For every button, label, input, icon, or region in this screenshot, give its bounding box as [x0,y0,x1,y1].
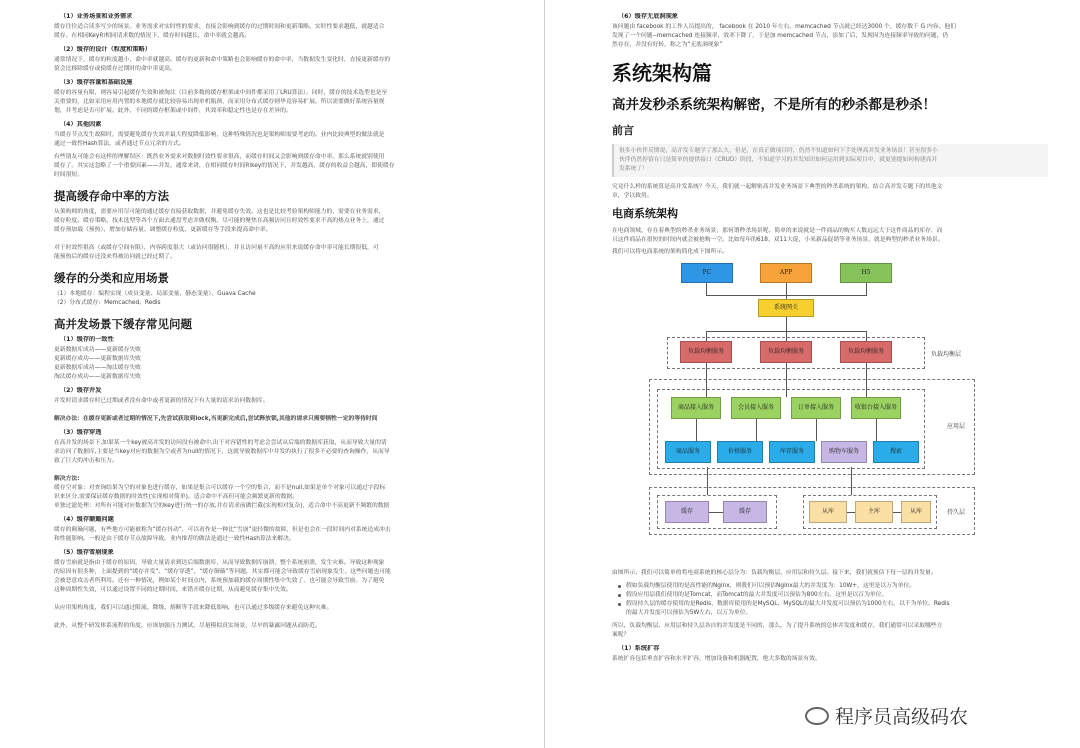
system-gateway: 系统网关 [758,299,814,317]
heading: 提高缓存命中率的方法 [54,189,169,203]
client-h5: H5 [840,263,892,283]
text-line: 通过一致性Hash算法，或者通过节点冗余的方式。 [54,141,185,147]
text-line: 求访问了数据库,主要是当key对应的数据为空或者为null的情况下，这就导致数据库中并发的执行了很多不必要的查询操作，从而导 [54,449,390,455]
text-line: 在高并发的场景下,如果某一个key被高并发的访问没有被命中,出于对容错性的考虑会尝试从后端的数据库获取，从而导致大量的请 [54,440,387,446]
core-service: 商品服务 [665,441,711,463]
paragraph [54,439,536,511]
text-line: 当缓存节点发生故障时，需要避免缓存失效并最大程度降低影响，这种特殊情况也是架构师需要考虑的。业内比较典型的做法就是 [54,132,385,138]
text-line: 会被恶意攻击者所利用。还有一种情况，例如某个时间点内，系统预加载的缓存周期性集中失效了，也可能会导致雪崩。为了避免 [54,578,385,584]
connector [866,283,867,295]
text-line: 这种周期性失效，可以通过设置不同的过期时间，来错开缓存过期，从而避免缓存集中失效。 [54,587,292,593]
text-line: 时间很短。 [54,172,83,178]
db-master: 主库 [855,501,893,523]
paragraph [612,655,1048,664]
paragraph [54,131,536,149]
text-line: 能预热后的缓存还没来得被访问就已经过期了。 [54,254,176,260]
text-line: 从应用架构角度，我们可以通过限流、降级、熔断等手段来降低影响，也可以通过多级缓存来避免这种灾难。 [54,605,333,611]
paragraph [612,569,1048,578]
text-line: 缓存往往适合读多写少的场景。业务需求对实时性的要求，直接会影响到缓存的过期时间和更新策略。实时性要求越低，就越适合 [54,24,385,30]
heading: 电商系统架构 [612,207,678,220]
chapter-title: 系统架构篇 [612,61,712,85]
text-line: 缓存空对象：对查询结果为空的对象也进行缓存，如果是集合可以缓存一个空的集合，而不是null,如果是单个对象可以通过字段标 [54,485,386,491]
text-line: （2）分布式缓存：Memcached、Redis [54,300,161,306]
text-line: 发系统了！ [619,166,648,172]
lb-service: 负载均衡服务 [840,341,892,363]
section-title: （1）缓存的一致性 [60,336,114,343]
text-line: 更新数据库成功——更新缓存失败 [54,347,141,353]
bullet-list [612,582,1048,618]
client-pc: PC [681,263,733,283]
access-service: 商品接入服务 [671,397,721,419]
left-page [40,0,540,748]
text-line: 该问题由 facebook 的工作人员提出的， facebook 在 2010 年左右，memcached 节点就已经达3000 个，缓存数千 G 内容。他们 [612,24,956,30]
section-title: （3）缓存容量和基础设施 [60,79,133,86]
list-item: 假设持久层的缓存使用的是Redis，数据库使用的是MySQL，MySQL的最大并发度可以预估为1000左右，以千为单位。Redis [612,600,1048,609]
text-line: 并发时请求缓存时已过期或者没有命中或者更新的情况下有大量的请求访问数据库。 [54,398,269,404]
text-line: 究竟什么样的系统算是高并发系统？今天，我们就一起解密高并发业务场景下典型的秒杀系统的架构，结合高并发专题下的其他文 [612,184,943,190]
text-line: 缓存粒度、缓存策略、技术选型等各个方面去通盘考虑并做权衡。尽可能的聚焦在高频访问且时效性要求不高的热点业务上，通过 [54,218,385,224]
access-service: 会员接入服务 [731,397,781,419]
core-service: 购物车服务 [821,441,867,463]
text-line: 且这件商品在很短的时间内就会被抢购一空。比如每年的618、双11大促，小米新品促销等业务场景，就是典型的秒杀业务场景。 [612,237,944,243]
architecture-diagram [647,261,987,561]
text-line: 解决办法：在缓存更新或者过期的情况下,先尝试获取到lock,当更新完成后,尝试释放锁,其他的请求只需要牺牲一定的等待时间 [54,416,378,422]
text-line: （1）本地缓存：编程实现（成员变量、局部变量、静态变量）、Guava Cache [54,291,256,297]
access-service: 收银台接入服务 [851,397,901,419]
text-line [54,406,536,415]
db-link [847,512,855,513]
right-page [552,0,1052,748]
text-line [54,235,536,244]
paragraph [54,526,536,544]
client-app: APP [760,263,812,283]
section-title: （2）缓存的设计（粒度和策略） [60,46,151,53]
db-slave: 从库 [809,501,847,523]
section-title: （1）系统扩容 [618,645,660,652]
paragraph [54,89,536,116]
paragraph [54,290,536,308]
core-service: 库存服务 [769,441,815,463]
text-line: 伙伴仍然停留在只是简单的提供接口（CRUD）阶段，不知道学习的并发知识如何运用到实际项目中，就更别提如何构建高并 [619,157,938,163]
paragraph [612,23,1048,50]
text-line: 缓存。在相同Key和相同请求数的情况下，缓存时间越长，命中率就会越高。 [54,33,251,39]
text-line: 缓存的颠簸问题，有些地方可能被称为“缓存抖动”，可以看作是一种比“雪崩”更轻微的故障，但是也会在一段时间内对系统造成冲击 [54,527,391,533]
list-item: 假设应用层我们使用的是Tomcat，而Tomcat的最大并发度可以预估为800左右，这里是以百为单位。 [612,591,1048,600]
persist-layer-label: 持久层 [947,509,966,516]
section-title: （6）缓存无底洞现象 [618,13,678,20]
wechat-icon [805,707,829,725]
watermark-text: 程序员高级码农 [835,706,969,728]
db-slave: 从库 [901,501,931,523]
lb-service: 负载均衡服务 [680,341,732,363]
text-line: 系统扩容包括垂直扩容和水平扩容，增加设备和机器配置，绝大多数的场景有效。 [612,656,821,662]
paragraph [612,227,1048,257]
text-line: 值会比移除缓存或使缓存过期时的命中率更高。 [54,66,176,72]
access-service: 订单接入服务 [791,397,841,419]
section-title: （2）缓存并发 [60,387,102,394]
text-line: 缓存的容量有限，则容易引起缓存失效和被淘汰（目前多数的缓存框架或中间件都采用了LRU算法）。同时，缓存的技术选型也是至 [54,90,388,96]
text-line: 发现了一个问题--memcached 连接频率，效率下降了，于是加 memcached 节点，添加了后，发现因为连接频率导致的问题，仍 [612,33,949,39]
cache-node: 缓存 [723,501,767,523]
text-line: 缓存雪崩就是指由于缓存的原因，导致大量请求到达后端数据库，从而导致数据库崩溃，整个系统崩溃，发生灾难。导致这种现象 [54,560,385,566]
paragraph [612,622,1048,640]
paragraph [54,153,536,180]
text-line: 有些朋友可能会有这样的理解误区：既然业务需求对数据时效性要求很高，而缓存时间又会影响到缓存命中率，那么系统就别使用 [54,154,385,160]
cache-node: 缓存 [665,501,709,523]
db-link [893,512,901,513]
page-divider [544,0,545,748]
connector [786,317,787,331]
text-line: 解决方法: [54,476,80,482]
paragraph [54,397,536,424]
lb-service: 负载均衡服务 [760,341,812,363]
text-line: 此外，从整个研发体系流程的角度，应该加强压力测试，尽量模拟真实场景，尽早的暴露问题从而防范。 [54,623,321,629]
core-service: 搜索 [873,441,919,463]
section-title: （5）缓存雪崩现象 [60,549,114,556]
text-line [54,595,536,604]
text-line: 案呢？ [612,632,630,638]
list-item-continuation: 的最大并发度可以预估为5W左右，以万为单位。 [626,610,752,616]
section-title: （3）缓存穿透 [60,429,102,436]
section-title: （1）业务场景和业务需求 [60,13,133,20]
paragraph [54,559,536,631]
app-layer-label: 应用层 [947,423,966,430]
text-line [54,466,536,475]
connector [786,283,787,295]
text-line: 缓存了。其实这忽略了一个重要因素——并发。通常来讲，在相同缓存时间和key的情况下，并发越高，缓存的收益会越高，即使缓存 [54,163,395,169]
text-line: 然存在，并没有好转，称之为“无底洞现象” [612,42,723,48]
section-title: （4）缓存颠簸问题 [60,516,114,523]
text-line: 我们可以将电商系统的架构简化成下图所示。 [612,249,728,255]
watermark [805,702,968,729]
paragraph [54,346,536,382]
text-line: 章，学以致用。 [612,193,653,199]
paragraph [54,23,536,41]
lb-layer-label: 负载均衡层 [931,351,962,358]
cache-link [709,512,723,513]
paragraph [54,56,536,74]
text-line: 和性能影响。一般是由于缓存节点故障导致。业内推荐的做法是通过一致性Hash算法来解决。 [54,536,295,542]
text-line: 致了巨大的冲击和压力。 [54,458,118,464]
text-line: 划，并考虑是否可扩展。此外，不同的缓存框架或中间件，其效率和稳定性也是存在差异的。 [54,108,292,114]
connector [706,283,707,295]
text-line: 更新缓存成功——更新数据库失败 [54,356,141,362]
text-line: 的原因有很多种，上面提到的“缓存并发”、“缓存穿透”、“缓存颠簸”等问题，其实都可能会导致缓存雪崩现象发生。这些问题也可能 [54,569,391,575]
text-line: 单独过滤处理：对所有可能对应数据为空的key进行统一的存放,并在请求前做拦截(实现相对复杂)，适合命中不高更新不频繁的数据 [54,503,390,509]
text-line: 缓存预加载（预热）、增加存储容量、调整缓存粒度、更新缓存等手段来提高命中率。 [54,227,272,233]
text-line: 从架构师的角度，需要应用尽可能的通过缓存直接获取数据，并避免缓存失效。这也是比较考验架构师能力的，需要在业务需求， [54,209,385,215]
text-line: 通常情况下，缓存的粒度越小，命中率就越高。缓存的更新和命中策略也会影响缓存的命中率，当数据发生变化时，直接更新缓存的 [54,57,391,63]
text-line: 更新数据库成功——淘汰缓存失败 [54,365,141,371]
text-line: 所以，负载均衡层、应用层和持久层各自的并发度是不同的，那么，为了提升系统的总体并发度和缓存，我们通常可以采取哪些方 [612,623,943,629]
heading: 前言 [612,124,634,137]
text-line: 在电商领域，存在着典型的秒杀业务场景，那何谓秒杀场景呢。简单的来说就是一件商品的购买人数远远大于这件商品的库存，而 [612,228,943,234]
text-line: 由图所示，我们可以简单的将电商系统的核心层分为：负载均衡层、应用层和持久层。接下来，我们就预估下每一层的并发量。 [612,570,937,576]
heading: 高并发场景下缓存常见问题 [54,317,192,331]
text-line: 对于时效性很高（或缓存空间有限），内容跨度很大（或访问很随机），并且访问量不高的应用来说缓存命中率可能长期很低，可 [54,245,379,251]
text-line: 关重要的，比如采用应用内置的本地缓存就比较容易出现单机瓶颈，而采用分布式缓存则毕竟容易扩展。所以需要做好系统容量规 [54,99,385,105]
section-title: （4）其他因素 [60,121,102,128]
heading: 缓存的分类和应用场景 [54,271,169,285]
paragraph [612,183,1048,201]
text-line: 很多小伙伴反馈说，高并发专题学了那么久，但是，在真正做项目时，仍然不知道如何下手处理高并发业务场景！甚至很多小 [619,148,938,154]
text-line: 淘汰缓存成功——更新数据库失败 [54,374,141,380]
list-item: 假如负载均衡层使用的是高性能的Nginx，则我们可以预估Nginx最大的并发度为：10W+，这里是以万为单位。 [612,582,1048,591]
blockquote [612,144,1048,177]
text-line [54,613,536,622]
core-service: 价格服务 [717,441,763,463]
text-line: 识来区分,需要保证缓存数据的时效性(实现相对简单)。适合命中不高但可能会频繁更新的数据。 [54,494,299,500]
paragraph [54,208,536,262]
article-title: 高并发秒杀系统架构解密，不是所有的秒杀都是秒杀！ [612,97,936,113]
